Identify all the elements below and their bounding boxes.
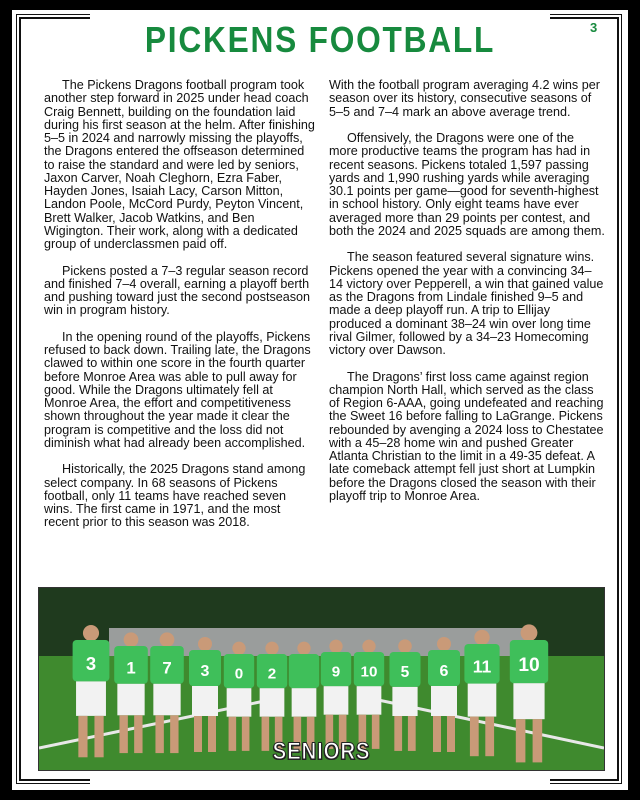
svg-text:0: 0 xyxy=(234,665,244,683)
paragraph: With the football program averaging 4.2 wins per season over its history, consecutive seasons of 5–5 and 7–4 mark an above average trend. xyxy=(329,78,600,119)
svg-text:1: 1 xyxy=(126,658,136,678)
seniors-team-photo xyxy=(38,587,605,771)
page-title: PICKENS FOOTBALL xyxy=(144,19,496,60)
svg-text:3: 3 xyxy=(85,652,97,674)
frame-gap-bottom xyxy=(90,776,550,788)
paragraph: The Pickens Dragons football program took another step forward in 2025 under head coach Craig Bennett, building on the foundation laid during his first season at the helm. After finishing 5–5 in 2024 and narrowly missing the playoffs, the Dragons entered the offseason determined to raise the standard and were led by seniors, Jaxon Carver, Noah Cleghorn, Ezra Faber, Hayden Jones, Isaiah Lacy, Carson Mitton, Landon Poole, McCord Purdy, Peyton Vincent, Brett Walker, Jacob Watkins, and Ben Wigington. Their work, along with a dedicated group of underclassmen paid off. xyxy=(44,78,315,251)
svg-text:2: 2 xyxy=(267,665,277,683)
svg-text:10: 10 xyxy=(518,655,540,677)
paragraph: Pickens posted a 7–3 regular season record and finished 7–4 overall, earning a playoff berth and pushing toward just the second postseason win in program history. xyxy=(44,263,311,318)
page-number: 3 xyxy=(590,20,598,35)
svg-text:10: 10 xyxy=(360,663,378,681)
paragraph: Offensively, the Dragons were one of the more productive teams the program has had in recent seasons. Pickens totaled 1,597 passing yards and 1,990 rushing yards while averaging 30.1 points per game—good for seventh-highest in school history. Only eight teams have ever averaged more than 29 points per contest, and both the 2024 and 2025 squads are among them. xyxy=(329,131,605,238)
svg-text:5: 5 xyxy=(400,664,410,682)
svg-text:7: 7 xyxy=(162,658,172,678)
paragraph: The season featured several signature wins. Pickens opened the year with a convincing 34–14 victory over Pepperell, a win that gained value as the Dragons from Lindale finished 9–5 and made a deep playoff run. A trip to Ellijay produced a dominant 38–24 win over long time rival Gilmer, followed by a 34–23 Homecoming victory over Dawson. xyxy=(329,250,604,357)
paragraph: The Dragons’ first loss came against region champion North Hall, which served as the class of Region 6-AAA, going undefeated and reaching the Sweet 16 before falling to LaGrange. Pickens rebounded by avenging a 2024 loss to Chestatee with a 45–28 home win and pushed Greater Atlanta Christian to the limit in a 49-35 defeat. A late comeback attempt fell just short at Lumpkin before the Dragons closed the season with their playoff trip to Monroe Area. xyxy=(329,369,604,503)
svg-text:6: 6 xyxy=(439,663,449,680)
paragraph: Historically, the 2025 Dragons stand among select company. In 68 seasons of Pickens football, only 11 teams have reached seven wins. The first came in 1971, and the most recent prior to this season was 2018. xyxy=(44,462,306,530)
paragraph: In the opening round of the playoffs, Pickens refused to back down. Trailing late, the Dragons clawed to within one score in the fourth quarter before Monroe Area was able to pull away for good. While the Dragons ultimately fell at Monroe Area, the effort and competitiveness shown throughout the year made it clear the program is competitive and the loss did not diminish what had already been accomplished. xyxy=(44,329,311,450)
svg-text:3: 3 xyxy=(200,663,210,680)
article-right-column xyxy=(329,79,605,516)
svg-text:11: 11 xyxy=(472,656,492,677)
photo-caption: SENIORS xyxy=(272,738,371,765)
article-left-column xyxy=(44,79,317,543)
svg-text:9: 9 xyxy=(331,663,341,681)
